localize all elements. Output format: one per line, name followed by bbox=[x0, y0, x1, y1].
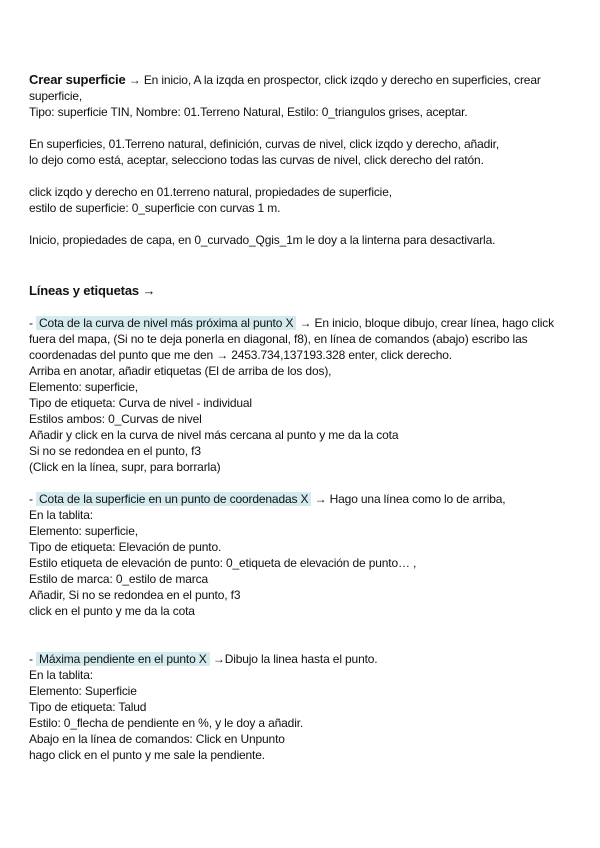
paragraph-line: Estilo etiqueta de elevación de punto: 0_etiqueta de elevación de punto… , bbox=[29, 556, 417, 570]
paragraph-line: Arriba en anotar, añadir etiquetas (El de arriba de los dos), bbox=[29, 364, 332, 378]
paragraph-line: coordenadas del punto que me den → 2453.734,137193.328 enter, click derecho. bbox=[29, 348, 452, 362]
paragraph-line: fuera del mapa, (Si no te deja ponerla en diagonal, f8), en línea de comandos (abajo) escribo las bbox=[29, 332, 528, 346]
bullet-dash: - bbox=[29, 652, 37, 666]
paragraph-line: Inicio, propiedades de capa, en 0_curvado_Qgis_1m le doy a la linterna para desactivarla. bbox=[29, 233, 496, 247]
paragraph-line: Estilos ambos: 0_Curvas de nivel bbox=[29, 412, 202, 426]
paragraph-text: → Hago una línea como lo de arriba, bbox=[311, 492, 506, 506]
paragraph-line: Elemento: Superficie bbox=[29, 684, 137, 698]
highlighted-topic: Cota de la curva de nivel más próxima al punto X bbox=[36, 316, 296, 330]
paragraph-line: estilo de superficie: 0_superficie con curvas 1 m. bbox=[29, 201, 281, 215]
paragraph-line: click izqdo y derecho en 01.terreno natural, propiedades de superficie, bbox=[29, 185, 392, 199]
paragraph-line: En la tablita: bbox=[29, 668, 93, 682]
paragraph-text: En inicio, A la izqda en prospector, click izqdo y derecho en superficies, crear bbox=[143, 73, 541, 87]
paragraph-line: Elemento: superficie, bbox=[29, 380, 138, 394]
paragraph-line: Tipo de etiqueta: Elevación de punto. bbox=[29, 540, 222, 554]
paragraph-line: En superficies, 01.Terreno natural, definición, curvas de nivel, click izqdo y derecho, añadir, bbox=[29, 137, 500, 151]
paragraph-line: Estilo de marca: 0_estilo de marca bbox=[29, 572, 208, 586]
paragraph-line: Añadir, Si no se redondea en el punto, f3 bbox=[29, 588, 241, 602]
paragraph-line: lo dejo como está, aceptar, selecciono todas las curvas de nivel, click derecho del ratón. bbox=[29, 153, 484, 167]
paragraph-text: → En inicio, bloque dibujo, crear línea, hago click bbox=[296, 316, 554, 330]
arrow-glyph: → bbox=[125, 73, 144, 87]
paragraph-line: En la tablita: bbox=[29, 508, 93, 522]
paragraph-line: Tipo: superficie TIN, Nombre: 01.Terreno Natural, Estilo: 0_triangulos grises, aceptar. bbox=[29, 105, 468, 119]
section-title-lineas-etiquetas: Líneas y etiquetas bbox=[29, 283, 140, 298]
paragraph-line: Si no se redondea en el punto, f3 bbox=[29, 444, 201, 458]
paragraph-line: hago click en el punto y me sale la pendiente. bbox=[29, 748, 265, 762]
bullet-dash: - bbox=[29, 316, 37, 330]
bullet-dash: - bbox=[29, 492, 37, 506]
paragraph-line: Tipo de etiqueta: Curva de nivel - individual bbox=[29, 396, 252, 410]
paragraph-line: Elemento: superficie, bbox=[29, 524, 138, 538]
paragraph-line: Tipo de etiqueta: Talud bbox=[29, 700, 147, 714]
highlighted-topic: Cota de la superficie en un punto de coordenadas X bbox=[36, 492, 311, 506]
arrow-glyph: → bbox=[139, 283, 156, 298]
paragraph-line: superficie, bbox=[29, 89, 83, 103]
item-heading-cota-curva bbox=[29, 315, 576, 331]
heading-lineas-etiquetas-line bbox=[29, 283, 576, 299]
highlighted-topic: Máxima pendiente en el punto X bbox=[36, 652, 210, 666]
section-title-crear-superficie: Crear superficie bbox=[29, 72, 126, 87]
item-heading-maxima-pendiente bbox=[29, 651, 576, 667]
paragraph-line: Añadir y click en la curva de nivel más cercana al punto y me da la cota bbox=[29, 428, 399, 442]
paragraph-line: click en el punto y me da la cota bbox=[29, 604, 195, 618]
heading-crear-superficie-line bbox=[29, 72, 576, 88]
paragraph-text: →Dibujo la linea hasta el punto. bbox=[209, 652, 378, 666]
paragraph-line: Estilo: 0_flecha de pendiente en %, y le doy a añadir. bbox=[29, 716, 304, 730]
paragraph-line: Abajo en la línea de comandos: Click en Unpunto bbox=[29, 732, 285, 746]
paragraph-line: (Click en la línea, supr, para borrarla) bbox=[29, 460, 221, 474]
item-heading-cota-superficie bbox=[29, 491, 576, 507]
